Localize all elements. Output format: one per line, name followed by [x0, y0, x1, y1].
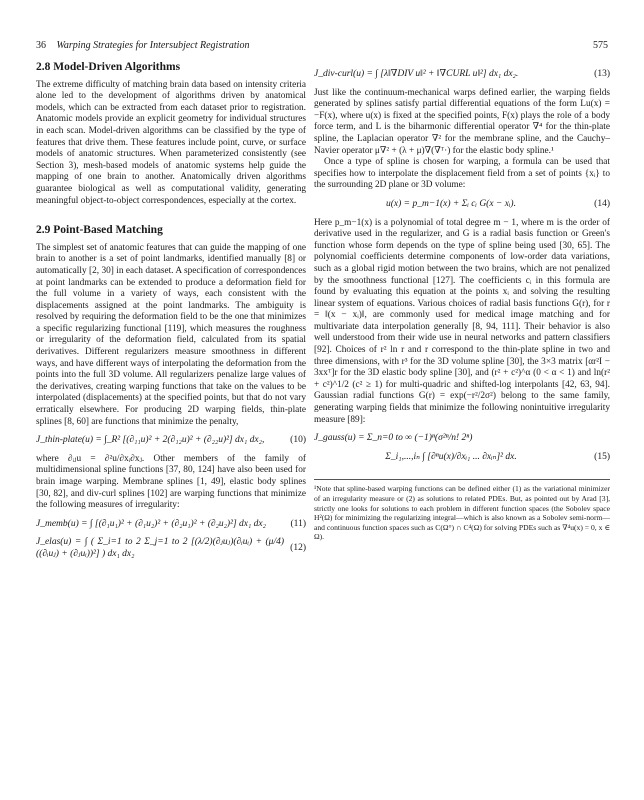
- equation-11: [36, 519, 306, 531]
- equation-13: [314, 69, 610, 81]
- section-2-9-paragraph-2: where ∂ᵢⱼu = ∂²u/∂xᵢ∂xⱼ. Other members of the family of multidimensional spline functions [37, 80, 124] have also been used for brain image warping. Membrane splines [1, 49], elastic body splines [30, 82], and div-curl splines [102] are warping functions that minimize the following measures of irregularity:: [36, 453, 306, 511]
- equation-13-number: (13): [594, 69, 610, 79]
- right-paragraph-1: Just like the continuum-mechanical warps defined earlier, the warping fields generated by splines satisfy partial differential equations of the form Lu(x) = −F(x), where u(x) is fixed at the specified points, F(x) plays the role of a body force term, and L is the biharmonic differential operator ∇⁴ for the thin-plate spline, the Laplacian operator ∇² for the membrane spline, and the Cauchy–Navier operator μ∇² + (λ + μ)∇(∇ᵀ·) for the elastic body spline.¹: [314, 87, 610, 156]
- equation-10-number: (10): [290, 435, 306, 446]
- right-column: [314, 62, 610, 542]
- section-2-8-paragraph: The extreme difficulty of matching brain data based on intensity criteria alone led to the development of algorithms driven by anatomical models, which can be extracted from each dataset prior to registration. Anatomic models provide an explicit geometry for individual structures in each scan. Model-driven algorithms can be classified by the type of features that drive them. These features include point, curve, or surface models of anatomic structures. When parameterized consistently (see Section 3), mesh-based models of anatomic systems help guide the mapping of one brain to another. Anatomically driven algorithms guarantee biological as well as computational validity, generating meaningful object-to-object correspondences, especially at the cortex.: [36, 79, 306, 206]
- running-title: Warping Strategies for Intersubject Registration: [56, 40, 250, 51]
- equation-15-line-1: [314, 433, 610, 445]
- page-number-left: 36: [36, 40, 46, 51]
- left-column: [36, 62, 306, 568]
- equation-15-body-2: Σ_i₁,...,iₙ ∫ [∂ⁿu(x)/∂xᵢ₁ ... ∂xᵢₙ]² dx.: [385, 451, 517, 462]
- footnote: ¹Note that spline-based warping functions can be defined either (1) as the variational minimizer of an irregularity measure or (2) as solutions to related PDEs. But, as pointed out by Arad [3], strictly one looks for solutions to each problem in different function spaces (the Sobolev space H²(Ω) for minimizing the regularizing integral—which is also known as a Sobolev semi-norm—and continuous function spaces such as C(Ω°) ∩ C⁴(Ω) for solving PDEs such as ∇⁴u(x) = 0, x ∈ Ω).: [314, 479, 610, 542]
- equation-11-number: (11): [290, 518, 306, 529]
- equation-14-number: (14): [594, 198, 610, 209]
- section-2-8-title: 2.8 Model-Driven Algorithms: [36, 61, 181, 73]
- equation-11-body: J_memb(u) = ∫ [(∂₁u₁)² + (∂₁u₂)² + (∂₂u₁)² + (∂₂u₂)²] dx₁ dx₂: [36, 518, 266, 529]
- equation-14-body: u(x) = p_m−1(x) + Σᵢ cᵢ G(x − xᵢ).: [386, 198, 516, 209]
- right-paragraph-2: Once a type of spline is chosen for warping, a formula can be used that specifies how to interpolate the displacement field from a set of points {xᵢ} to the surrounding 2D plane or 3D volume:: [314, 157, 610, 191]
- equation-10: [36, 435, 306, 447]
- equation-14: [314, 199, 610, 211]
- equation-13-body: J_div-curl(u) = ∫ [λ‖∇DIV u‖² + ‖∇CURL u‖²] dx₁ dx₂.: [314, 69, 519, 79]
- equation-15-number: (15): [594, 451, 610, 462]
- equation-15-line-2: [314, 452, 610, 464]
- equation-12: [36, 537, 306, 560]
- section-2-9-title: 2.9 Point-Based Matching: [36, 224, 163, 237]
- equation-12-body: J_elas(u) = ∫ ( Σ_i=1 to 2 Σ_j=1 to 2 [(λ/2)(∂ⱼuⱼ)(∂ᵢuᵢ) + (μ/4)((∂ᵢuⱼ) + (∂ⱼuᵢ))²] ) dx₁ dx₂: [36, 537, 284, 559]
- equation-12-number: (12): [290, 543, 306, 554]
- section-2-9-paragraph-1: The simplest set of anatomic features that can guide the mapping of one brain to another is a set of point landmarks, identified manually [8] or automatically [2, 30] in each dataset. A specification of correspondences at point landmarks can be extended to produce a deformation field for the full volume in a variety of ways, each consistent with the displacements assigned at the point landmarks. The ambiguity is resolved by requiring the deformation field to be the one that minimizes a specific regularizing functional [119], which measures the roughness or irregularity of the deformation field, calculated from its spatial derivatives. Different regularizers measure smoothness in different ways, and have different ways of interpolating the deformation from the points into the full 3D volume. All regularizers penalize large values of the derivatives, creating warping functions that take on the values to be interpolated (displacements) at the specified points, but that do not vary erratically elsewhere. For producing 2D warping fields, thin-plate splines [8, 60] are functions that minimize the penalty,: [36, 242, 306, 427]
- right-paragraph-3: Here p_m−1(x) is a polynomial of total degree m − 1, where m is the order of derivative used in the regularizer, and G is a radial basis function or Green's function whose form depends on the type of spline being used [30, 65]. The polynomial coefficients determine components of low-order data variations, such as a global rigid motion between the two brains, which are not penalized by the smoothness functional [127]. The coefficients cᵢ in this formula are found by evaluating this equation at the points xᵢ and solving the resulting linear system of equations. Various choices of radial basis functions G(r), for r = ‖(x − xᵢ)‖, are commonly used for medical image matching and for multivariate data interpolation generally [8, 94, 111]. Their behavior is also well understood from their wide use in neural networks and pattern classifiers [92]. Choices of r² ln r and r correspond to the thin-plate spline in two and three dimensions, with r³ for the 3D volume spline [30], the 3×3 matrix [αr²I − 3xxᵀ]r for the 3D elastic body spline [30], and (r² + c²)^α (0 < α < 1) and ln(r² + c²)^1/2 (c² ≥ 1) for multi-quadric and shifted-log interpolants [42, 63, 94]. Gaussian radial functions G(r) = exp(−r²/2σ²) belong to the same family, generating warping fields that minimize the following nonintuitive irregularity measure [89]:: [314, 217, 610, 425]
- equation-10-body: J_thin-plate(u) = ∫_R² [(∂₁₁u)² + 2(∂₁₂u)² + (∂₂₂u)²] dx₁ dx₂,: [36, 435, 265, 446]
- page-number-right: 575: [593, 40, 608, 51]
- running-header: [36, 40, 608, 54]
- equation-15-body-1: J_gauss(u) = Σ_n=0 to ∞ (−1)ⁿ(σ²ⁿ/n! 2ⁿ): [314, 433, 473, 444]
